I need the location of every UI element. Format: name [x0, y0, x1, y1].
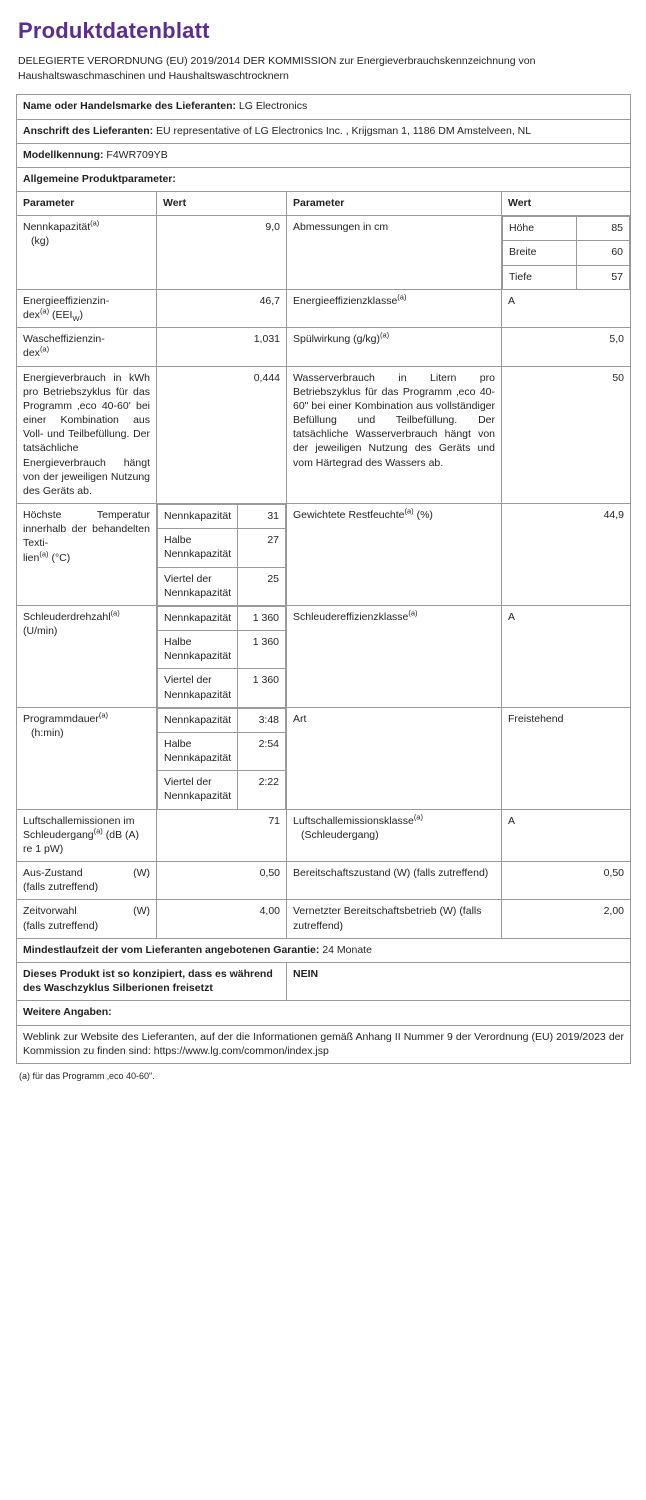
load-name-half: Halbe Nennkapazität [158, 529, 238, 567]
residual-moisture-value: 44,9 [502, 504, 631, 606]
eei-value: 46,7 [157, 289, 287, 327]
footnote-marker-a: (a) [98, 710, 109, 720]
spin-class-label-text: Schleudereffizienzklasse [293, 610, 409, 623]
dimension-row-width [503, 241, 630, 265]
max-temperature-label-line1: Höchste Temperatur innerhalb der behandelten Texti- [23, 509, 150, 550]
footnote-marker-a: (a) [408, 608, 418, 618]
spin-class-label [287, 605, 502, 707]
footnote-marker-a: (a) [413, 812, 423, 822]
row-energy-efficiency-index [17, 289, 631, 327]
further-info-heading: Weitere Angaben: [17, 1001, 631, 1025]
row-general-heading [17, 167, 631, 191]
load-value-rated: 31 [238, 505, 286, 529]
row-further-info-heading [17, 1001, 631, 1025]
row-silver-ions [17, 963, 631, 1001]
supplier-weblink[interactable]: Weblink zur Website des Lieferanten, auf der die Informationen gemäß Anhang II Nummer 9 der Verordnung (EU) 2019/2023 der Kommission zu finden sind: https://www.lg.com/common/index.jsp [17, 1025, 631, 1063]
address-cell [17, 119, 631, 143]
row-off-mode [17, 862, 631, 900]
load-row-half [158, 529, 286, 567]
max-temperature-unit: (°C) [51, 551, 71, 564]
off-mode-condition: (falls zutreffend) [23, 881, 99, 894]
delay-start-label-text: Zeitvorwahl [23, 905, 77, 918]
rated-capacity-label [17, 216, 157, 290]
rated-capacity-unit: (kg) [31, 235, 50, 248]
dimension-name-width: Breite [503, 241, 577, 265]
load-value-half: 1 360 [238, 631, 286, 669]
row-weblink [17, 1025, 631, 1063]
address-label: Anschrift des Lieferanten: [23, 124, 154, 137]
load-row-rated [158, 606, 286, 630]
load-row-half [158, 631, 286, 669]
row-energy-consumption [17, 366, 631, 504]
load-value-rated: 3:48 [238, 708, 286, 732]
airborne-noise-value: 71 [157, 809, 287, 862]
wei-label-line1: Wascheffizienzin- [23, 333, 105, 346]
off-mode-unit: (W) [133, 867, 150, 880]
rated-capacity-label-text: Nennkapazität [23, 221, 91, 234]
footnote-marker-a: (a) [397, 292, 407, 302]
rinsing-label [287, 328, 502, 366]
footnote-marker-a: (a) [39, 306, 50, 316]
max-temperature-loads-table [157, 504, 286, 605]
load-value-half: 27 [238, 529, 286, 567]
dimension-value-height: 85 [576, 217, 629, 241]
max-temperature-label [17, 504, 157, 606]
off-mode-label-text: Aus-Zustand [23, 867, 83, 880]
airborne-noise-unit: (dB (A) re 1 pW) [23, 828, 139, 855]
dimensions-cell [502, 216, 631, 290]
dimension-row-height [503, 217, 630, 241]
supplier-label: Name oder Handelsmarke des Lieferanten: [23, 100, 236, 113]
dimension-value-depth: 57 [576, 265, 629, 289]
datasheet-table [16, 94, 631, 1063]
row-address [17, 119, 631, 143]
residual-moisture-label-text: Gewichtete Restfeuchte [293, 509, 405, 522]
load-name-rated: Nennkapazität [158, 606, 238, 630]
load-value-rated: 1 360 [238, 606, 286, 630]
eei-label-line2c: ) [79, 308, 84, 321]
load-name-rated: Nennkapazität [158, 505, 238, 529]
eei-label-line2: dex [23, 308, 40, 321]
address-value: EU representative of LG Electronics Inc. , Krijgsman 1, 1186 DM Amstelveen, NL [156, 124, 532, 137]
standby-value: 0,50 [502, 862, 631, 900]
delay-start-label [17, 900, 157, 938]
row-airborne-noise [17, 809, 631, 862]
row-max-temperature [17, 504, 631, 606]
networked-standby-label: Vernetzter Bereitschaftsbetrieb (W) (falls zutreffend) [287, 900, 502, 938]
load-name-rated: Nennkapazität [158, 708, 238, 732]
programme-duration-loads-table [157, 708, 286, 809]
model-value: F4WR709YB [106, 148, 168, 161]
dimensions-label: Abmessungen in cm [287, 216, 502, 290]
dimension-value-width: 60 [576, 241, 629, 265]
footnote-marker-a: (a) [39, 549, 49, 559]
load-name-half: Halbe Nennkapazität [158, 631, 238, 669]
energy-consumption-label: Energieverbrauch in kWh pro Betriebszyklus für das Programm ‚eco 40-60' bei einer Kombination aus Voll- und Teilbefüllung. Der tatsächliche Energieverbrauch hängt von der jeweiligen Nutzung des Geräts ab. [17, 366, 157, 504]
dimension-name-depth: Tiefe [503, 265, 577, 289]
off-mode-label [17, 862, 157, 900]
dimension-name-height: Höhe [503, 217, 577, 241]
noise-class-sublabel: (Schleudergang) [301, 828, 379, 841]
programme-duration-loads-cell [157, 707, 287, 809]
spin-speed-unit: (U/min) [23, 625, 58, 638]
warranty-cell [17, 938, 631, 962]
model-cell [17, 143, 631, 167]
energy-class-value: A [502, 289, 631, 327]
row-programme-duration [17, 707, 631, 809]
footnote-marker-a: (a) [379, 330, 390, 340]
delay-start-value: 4,00 [157, 900, 287, 938]
model-label: Modellkennung: [23, 148, 104, 161]
silver-ions-value: NEIN [287, 963, 631, 1001]
silver-ions-label: Dieses Produkt ist so konzipiert, dass es während des Waschzyklus Silberionen freisetzt [17, 963, 287, 1001]
wei-label-line2: dex [23, 347, 40, 360]
page-title: Produktdatenblatt [18, 18, 210, 43]
max-temperature-label-line2: lien [23, 551, 40, 564]
energy-class-label [287, 289, 502, 327]
rinsing-value: 5,0 [502, 328, 631, 366]
header-value-2: Wert [502, 192, 631, 216]
noise-class-label [287, 809, 502, 862]
eei-label-line2b: (EEI [52, 308, 73, 321]
supplier-value: LG Electronics [238, 100, 308, 113]
load-name-quarter: Viertel der Nennkapazität [158, 567, 238, 605]
load-row-rated [158, 505, 286, 529]
water-consumption-value: 50 [502, 366, 631, 504]
spin-speed-label [17, 605, 157, 707]
footnote-marker-a: (a) [404, 506, 414, 516]
appliance-type-label: Art [287, 707, 502, 809]
rinsing-label-text: Spülwirkung (g/kg) [293, 333, 380, 346]
footnote-a: (a) für das Programm ‚eco 40-60". [19, 1070, 155, 1081]
header-value-1: Wert [157, 192, 287, 216]
residual-moisture-label [287, 504, 502, 606]
load-row-quarter [158, 771, 286, 809]
noise-class-label-text: Luftschallemissionsklasse [293, 814, 414, 827]
load-row-quarter [158, 669, 286, 707]
row-spin-speed [17, 605, 631, 707]
general-params-heading: Allgemeine Produktparameter: [17, 167, 631, 191]
noise-class-value: A [502, 809, 631, 862]
row-model [17, 143, 631, 167]
appliance-type-value: Freistehend [502, 707, 631, 809]
rated-capacity-value: 9,0 [157, 216, 287, 290]
residual-moisture-unit: (%) [416, 509, 433, 522]
airborne-noise-label [17, 809, 157, 862]
row-delay-start [17, 900, 631, 938]
load-value-quarter: 2:22 [238, 771, 286, 809]
wei-label [17, 328, 157, 366]
programme-duration-label-text: Programmdauer [23, 712, 99, 725]
load-row-half [158, 732, 286, 770]
supplier-cell [17, 95, 631, 119]
row-supplier [17, 95, 631, 119]
load-row-quarter [158, 567, 286, 605]
standby-label: Bereitschaftszustand (W) (falls zutreffend) [287, 862, 502, 900]
footnote-marker-a: (a) [93, 826, 103, 836]
load-name-quarter: Viertel der Nennkapazität [158, 771, 238, 809]
load-value-half: 2:54 [238, 732, 286, 770]
wei-value: 1,031 [157, 328, 287, 366]
airborne-noise-label-text: Luftschallemissionen im Schleudergang [23, 814, 135, 841]
delay-start-condition: (falls zutreffend) [23, 919, 99, 932]
load-value-quarter: 25 [238, 567, 286, 605]
energy-class-label-text: Energieeffizienzklasse [293, 294, 398, 307]
row-table-headers [17, 192, 631, 216]
footnote-marker-a: (a) [39, 344, 50, 354]
warranty-value: 24 Monate [322, 943, 372, 956]
delay-start-unit: (W) [133, 905, 150, 918]
row-washing-efficiency-index [17, 328, 631, 366]
load-row-rated [158, 708, 286, 732]
dimensions-table [502, 216, 630, 289]
eei-label-line1: Energieeffizienzin- [23, 294, 110, 307]
networked-standby-value: 2,00 [502, 900, 631, 938]
load-name-quarter: Viertel der Nennkapazität [158, 669, 238, 707]
programme-duration-unit: (h:min) [31, 726, 64, 739]
spin-speed-loads-cell [157, 605, 287, 707]
header-param-1: Parameter [17, 192, 157, 216]
water-consumption-label: Wasserverbrauch in Litern pro Betriebszyklus für das Programm ‚eco 40-60" bei einer Kombination aus vollständiger Befüllung und Teilbefüllung. Der tatsächliche Wasserverbrauch hängt von der jeweiligen Nutzung des Geräts und vom Härtegrad des Wassers ab. [287, 366, 502, 504]
footnote-marker-a: (a) [90, 218, 100, 228]
off-mode-value: 0,50 [157, 862, 287, 900]
warranty-label: Mindestlaufzeit der vom Lieferanten angebotenen Garantie: [23, 943, 320, 956]
row-rated-capacity [17, 216, 631, 290]
row-warranty [17, 938, 631, 962]
header-param-2: Parameter [287, 192, 502, 216]
programme-duration-label [17, 707, 157, 809]
energy-consumption-value: 0,444 [157, 366, 287, 504]
regulation-intro: DELEGIERTE VERORDNUNG (EU) 2019/2014 DER KOMMISSION zur Energieverbrauchskennzeichnung von Haushaltswaschmaschinen und Haushaltswaschtrocknern [18, 55, 536, 83]
load-name-half: Halbe Nennkapazität [158, 732, 238, 770]
spin-speed-label-line1: Schleuderdrehzahl [23, 610, 111, 623]
load-value-quarter: 1 360 [238, 669, 286, 707]
spin-speed-loads-table [157, 606, 286, 707]
max-temperature-loads-cell [157, 504, 287, 606]
footnote-marker-a: (a) [110, 608, 120, 618]
eei-label [17, 289, 157, 327]
spin-class-value: A [502, 605, 631, 707]
dimension-row-depth [503, 265, 630, 289]
eei-label-sub: W [72, 314, 80, 324]
